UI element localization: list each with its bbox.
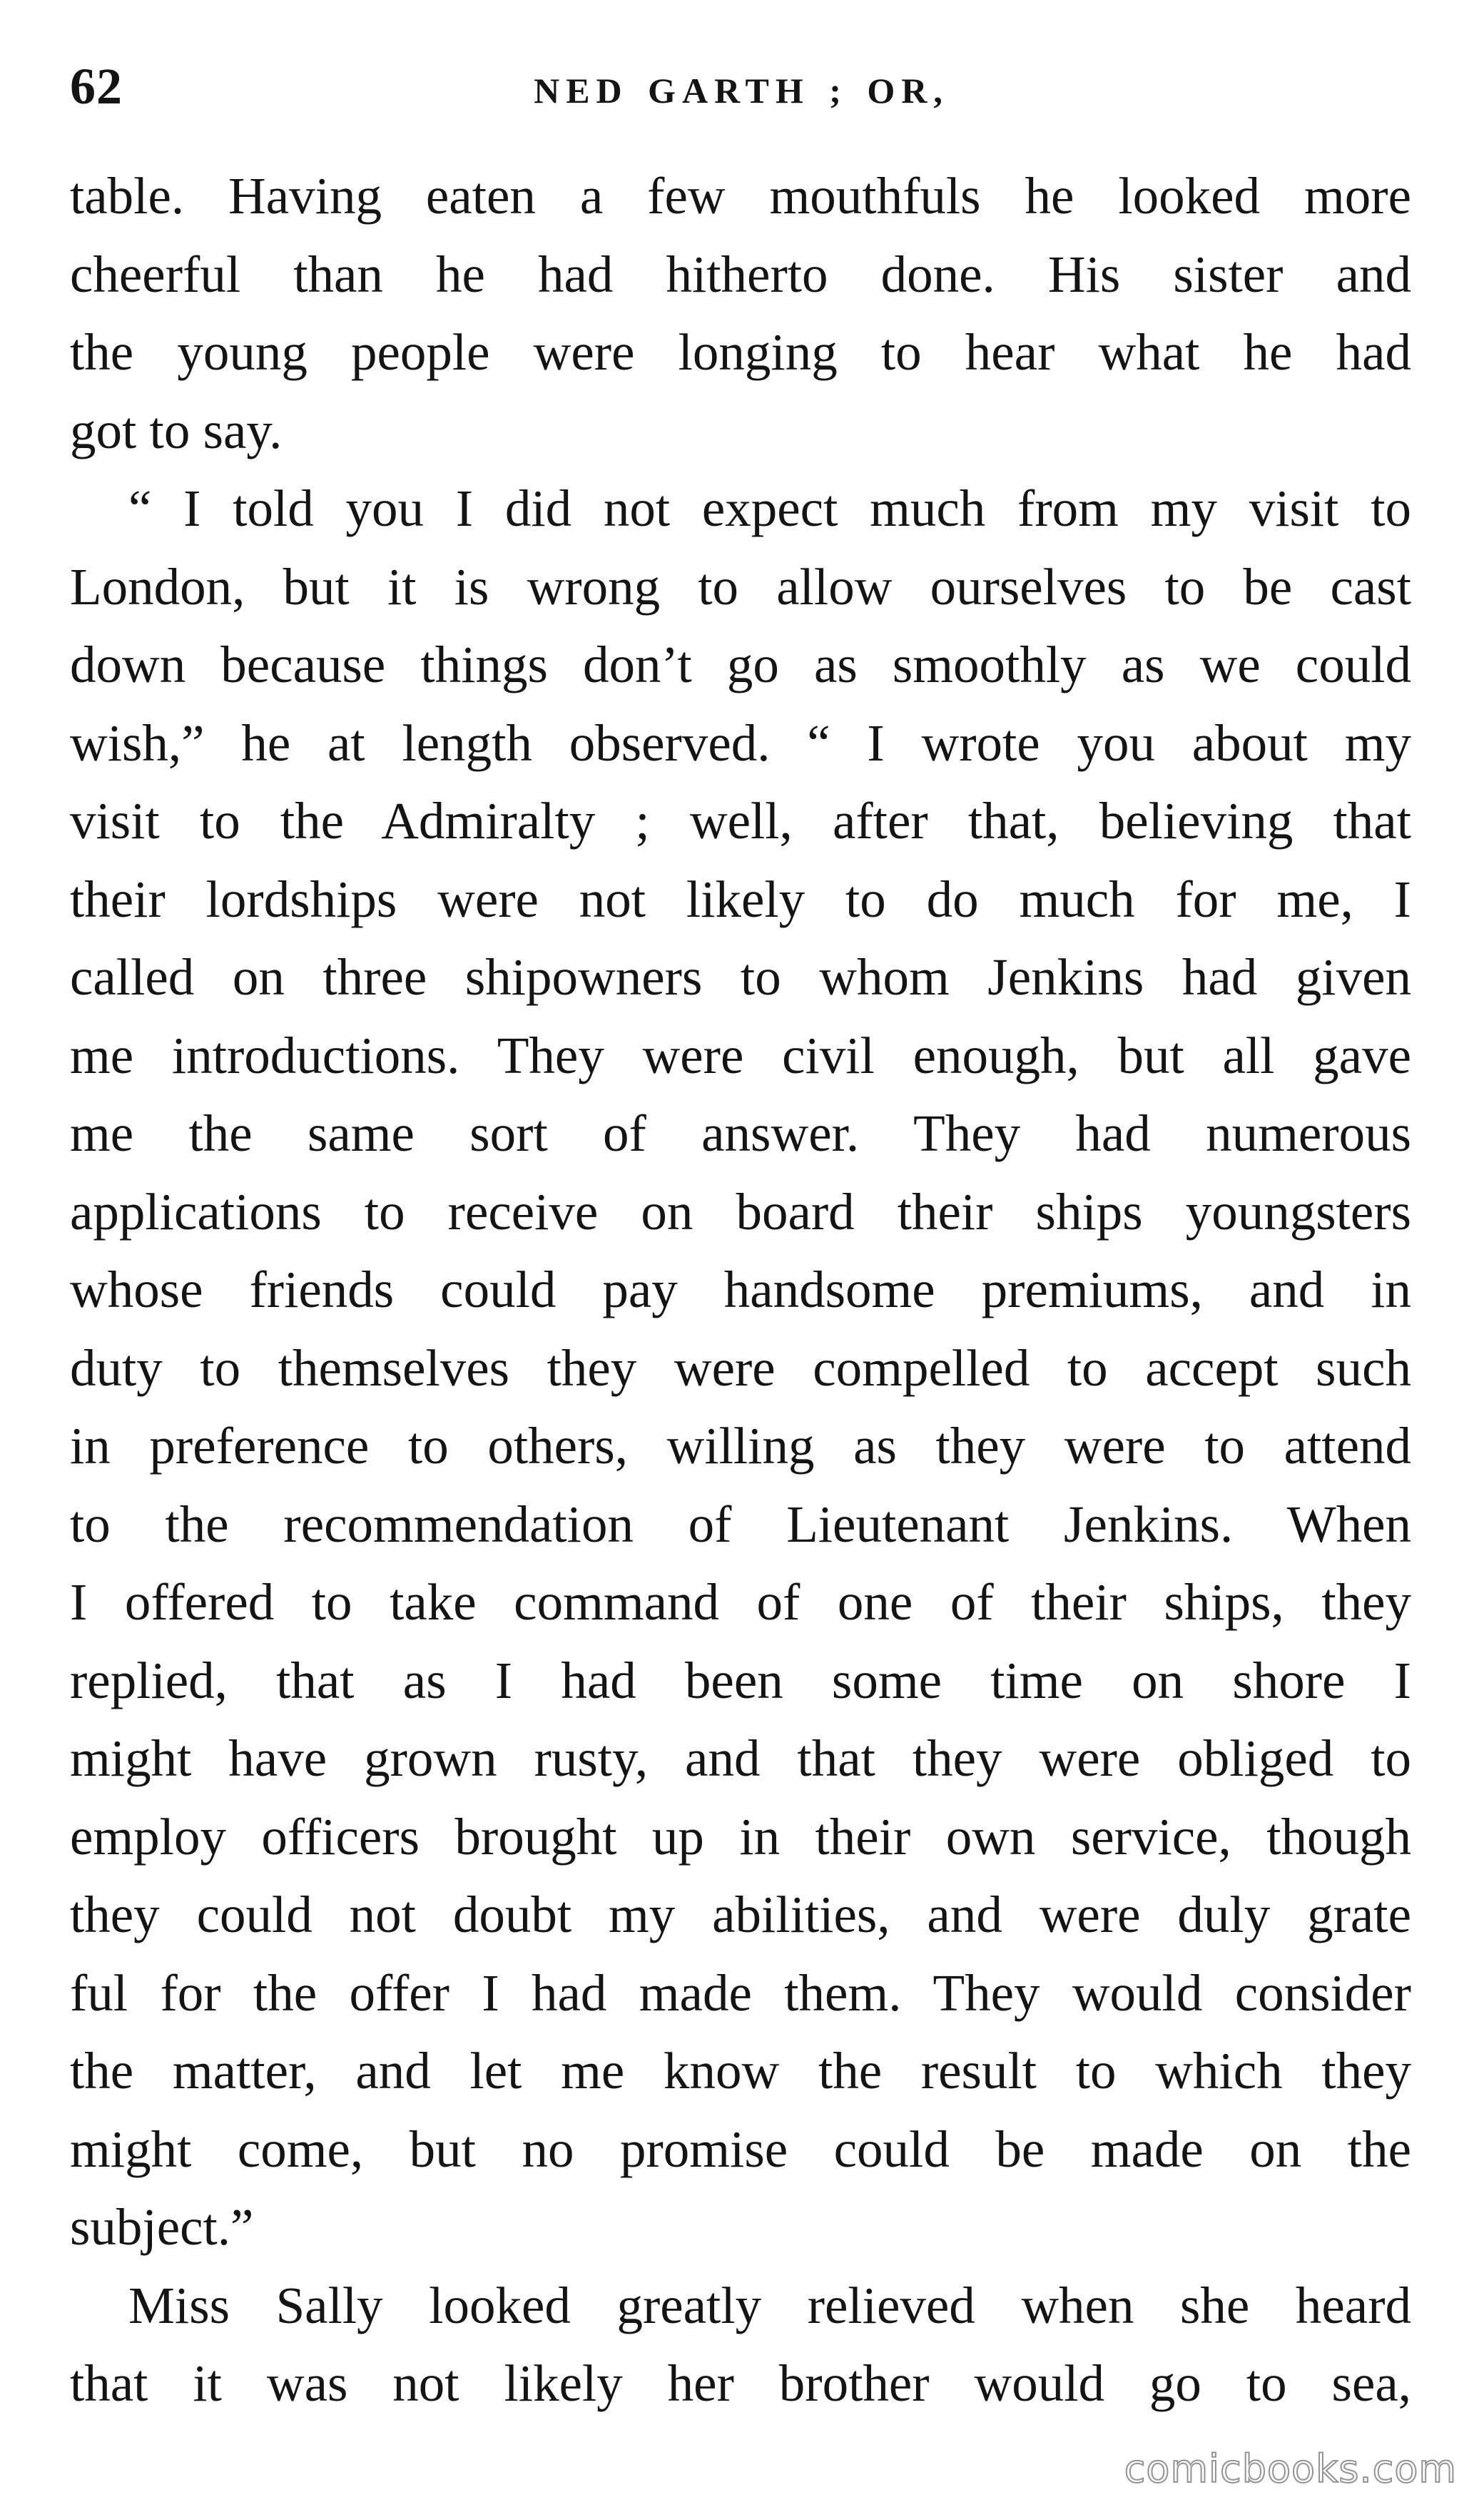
running-head bbox=[70, 51, 1413, 137]
watermark: comicbooks.com bbox=[1124, 2446, 1457, 2491]
text-line: down because things don’t go as smoothly as we could bbox=[70, 636, 1411, 693]
text-line: to the recommendation of Lieutenant Jenkins. When bbox=[70, 1495, 1411, 1553]
text-line: ful for the offer I had made them. They would consider bbox=[70, 1963, 1411, 2022]
paragraph-1 bbox=[70, 157, 1411, 469]
text-line: table. Having eaten a few mouthfuls he looked more bbox=[70, 167, 1411, 225]
text-line: whose friends could pay handsome premiums, and in bbox=[70, 1261, 1411, 1318]
text-line: the young people were longing to hear what he had bbox=[70, 323, 1411, 381]
text-line: wish,” he at length observed. “ I wrote you about my bbox=[70, 713, 1411, 772]
text-line: employ officers brought up in their own service, though bbox=[70, 1807, 1411, 1866]
text-line: subject.” bbox=[70, 2198, 254, 2256]
paragraph-2 bbox=[70, 469, 1411, 2267]
text-line: me introductions. They were civil enough, but all gave bbox=[70, 1026, 1411, 1084]
text-line: I offered to take command of one of their ships, they bbox=[70, 1573, 1411, 1631]
text-line: duty to themselves they were compelled to accept such bbox=[70, 1338, 1411, 1397]
text-line: the matter, and let me know the result to which they bbox=[70, 2042, 1411, 2100]
text-line: in preference to others, willing as they were to attend bbox=[70, 1417, 1411, 1475]
text-line: applications to receive on board their ships youngsters bbox=[70, 1182, 1411, 1241]
text-line: called on three shipowners to whom Jenkins had given bbox=[70, 948, 1411, 1006]
text-line: Miss Sally looked greatly relieved when she heard bbox=[128, 2276, 1411, 2334]
text-line: got to say. bbox=[70, 401, 283, 459]
text-line: they could not doubt my abilities, and were duly grate bbox=[70, 1886, 1411, 1943]
text-line: replied, that as I had been some time on shore I bbox=[70, 1651, 1411, 1709]
text-line: their lordships were not likely to do much for me, I bbox=[70, 870, 1411, 928]
text-line: cheerful than he had hitherto done. His sister and bbox=[70, 245, 1411, 303]
paragraph-3 bbox=[70, 2267, 1411, 2423]
text-line: that it was not likely her brother would go to sea, bbox=[70, 2354, 1411, 2412]
text-line: “ I told you I did not expect much from my visit to bbox=[128, 479, 1411, 537]
text-line: me the same sort of answer. They had numerous bbox=[70, 1104, 1411, 1162]
text-line: visit to the Admiralty ; well, after that, believing that bbox=[70, 792, 1411, 850]
body-text bbox=[70, 157, 1411, 2423]
text-line: London, but it is wrong to allow ourselves to be cast bbox=[70, 557, 1411, 616]
running-title: NED GARTH ; OR, bbox=[534, 71, 949, 111]
text-line: might come, but no promise could be made on the bbox=[70, 2120, 1411, 2178]
text-line: might have grown rusty, and that they were obliged to bbox=[70, 1729, 1411, 1787]
page-number: 62 bbox=[70, 58, 123, 115]
